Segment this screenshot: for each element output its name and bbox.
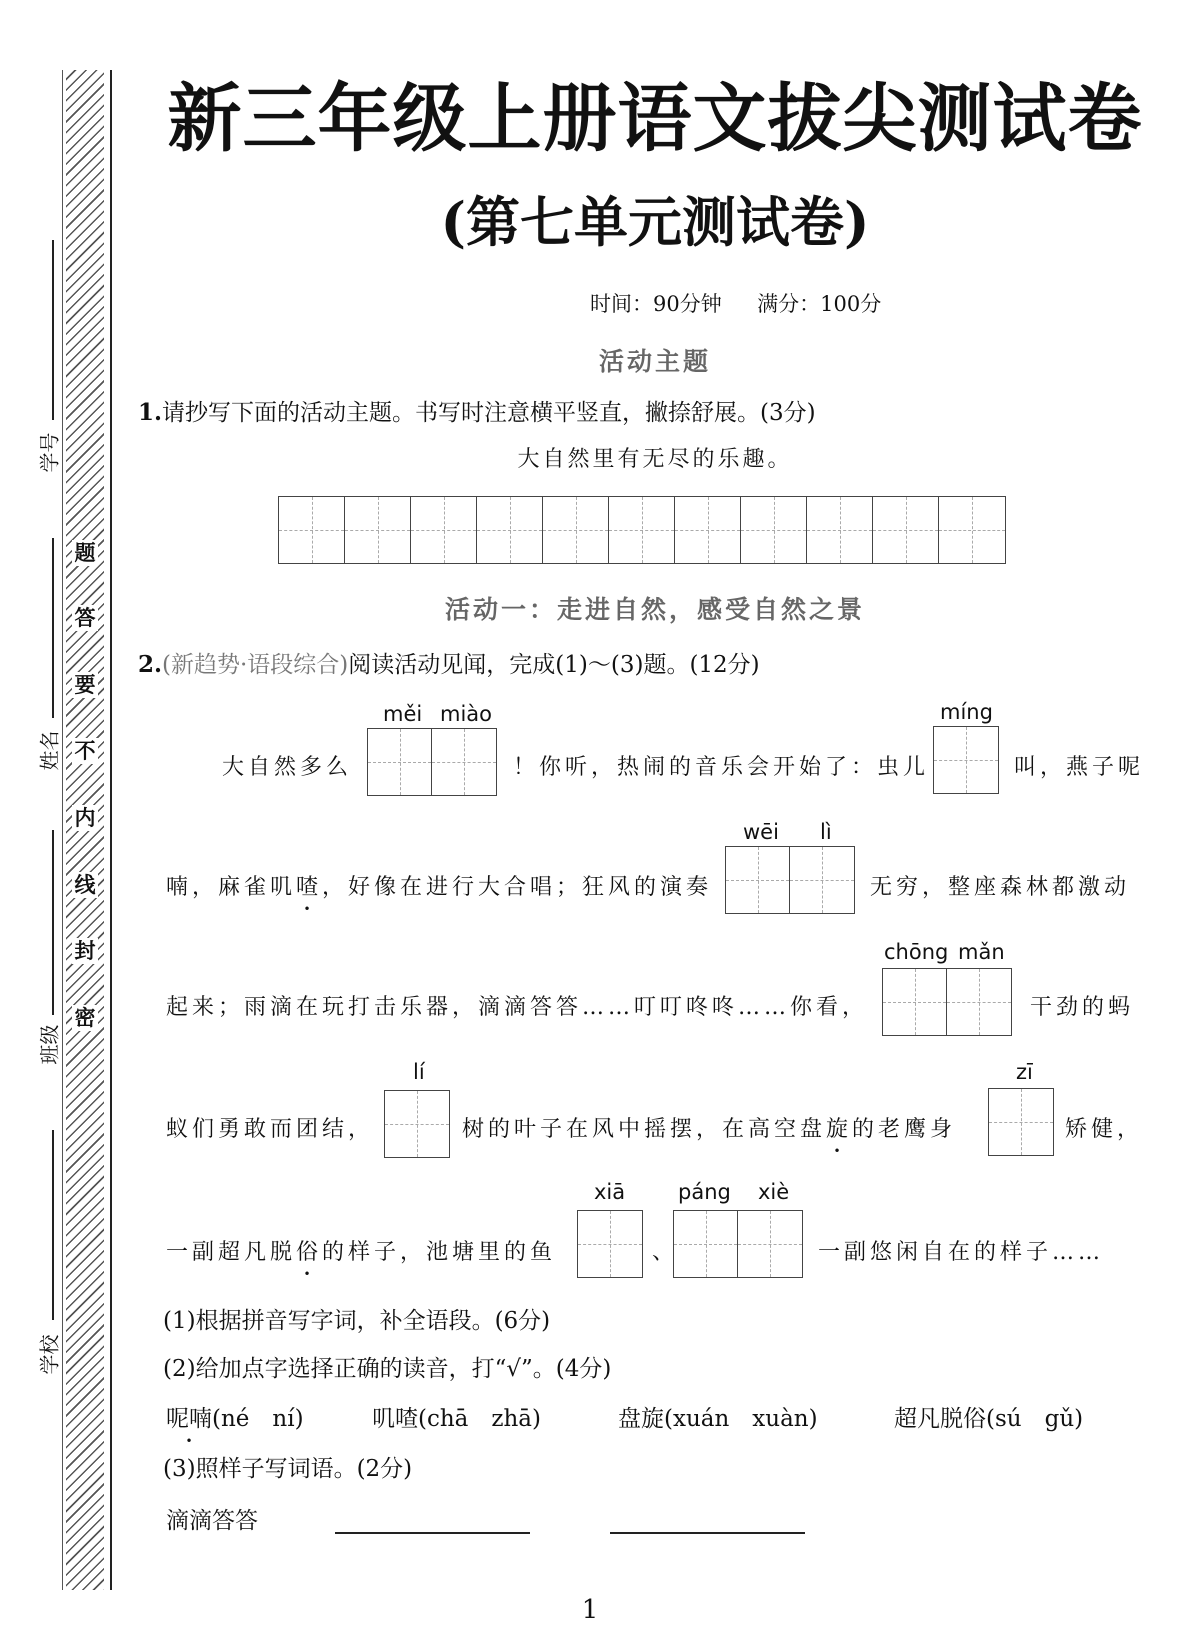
- answer-box[interactable]: [384, 1090, 450, 1158]
- passage-text: [462, 1112, 956, 1143]
- question-text: 阅读活动见闻，完成(1)～(3)题。(12分): [348, 652, 760, 678]
- seal-char: 封: [72, 938, 98, 964]
- dotted-char: 喳: [296, 875, 323, 900]
- pinyin: páng: [678, 1180, 731, 1204]
- grid-cell[interactable]: [989, 1089, 1053, 1155]
- sub-question-1: (1)根据拼音写字词，补全语段。(6分): [163, 1308, 551, 1334]
- full-score: 满分：100分: [757, 292, 882, 316]
- seal-char: 线: [72, 872, 98, 898]
- passage-text: ！你听，热闹的音乐会开始了：虫儿: [513, 755, 930, 780]
- grid-cell[interactable]: [807, 497, 873, 563]
- grid-cell[interactable]: [674, 1211, 738, 1277]
- grid-cell[interactable]: [368, 729, 432, 795]
- grid-cell[interactable]: [883, 969, 947, 1035]
- sub-question-2: (2)给加点字选择正确的读音，打“√”。(4分): [163, 1356, 612, 1382]
- question-2: [138, 646, 760, 679]
- answer-box[interactable]: [988, 1088, 1054, 1156]
- choice-options[interactable]: (chā zhā): [418, 1406, 541, 1432]
- pinyin: mǎn: [958, 940, 1005, 964]
- choice-word: 呢喃: [166, 1406, 212, 1432]
- question-number: 2.: [138, 651, 163, 678]
- question-number: 1.: [138, 399, 163, 426]
- exam-meta: [590, 288, 881, 318]
- passage-text: [166, 870, 712, 901]
- passage-text: 干劲的蚂: [1030, 995, 1135, 1020]
- pinyin: měi: [383, 702, 423, 726]
- seal-char: 要: [72, 672, 98, 698]
- passage-text: 一副悠闲自在的样子……: [818, 1240, 1105, 1265]
- passage-text: 的样子，池塘里的鱼: [322, 1240, 557, 1265]
- choice-options[interactable]: (xuán xuàn): [664, 1406, 818, 1432]
- choice-options[interactable]: (né ní): [212, 1406, 304, 1432]
- page-subtitle: (第七单元测试卷): [440, 190, 870, 254]
- field-label-school: 学校: [37, 1334, 62, 1375]
- field-label-student-id: 学号: [37, 432, 62, 473]
- passage-text: 蚁们勇敢而团结，: [166, 1117, 375, 1142]
- passage-text: 大自然多么: [222, 755, 353, 780]
- choice-options[interactable]: (sú gǔ): [986, 1406, 1084, 1432]
- seal-char: 密: [72, 1005, 98, 1031]
- answer-box[interactable]: [933, 726, 999, 794]
- passage-text: 矫健，: [1065, 1117, 1144, 1142]
- passage-text: [166, 1235, 556, 1266]
- pinyin: xiè: [758, 1180, 790, 1204]
- grid-cell[interactable]: [432, 729, 496, 795]
- copy-grid[interactable]: [278, 496, 1006, 564]
- field-line-student-id[interactable]: [52, 240, 54, 420]
- time-limit: 时间：90分钟: [590, 292, 722, 316]
- choice-item[interactable]: [372, 1400, 541, 1433]
- pinyin: chōng: [884, 940, 949, 964]
- choice-word: 叽喳: [372, 1406, 418, 1432]
- grid-cell[interactable]: [385, 1091, 449, 1157]
- seal-char: 不: [72, 738, 98, 764]
- grid-cell[interactable]: [411, 497, 477, 563]
- dotted-char: 俗: [296, 1240, 323, 1265]
- choice-word: 超凡脱俗: [894, 1406, 986, 1432]
- pinyin: míng: [940, 700, 993, 724]
- passage-text: 一副超凡脱: [166, 1240, 297, 1265]
- grid-cell[interactable]: [609, 497, 675, 563]
- page-number: 1: [581, 1595, 599, 1625]
- question-1: [138, 394, 816, 427]
- section-activity-1: 活动一：走进自然，感受自然之景: [444, 595, 865, 624]
- passage-text: 无穷，整座森林都激动: [870, 875, 1131, 900]
- pinyin: miào: [440, 702, 493, 726]
- field-line-name[interactable]: [52, 538, 54, 718]
- example-word: 滴滴答答: [166, 1508, 258, 1534]
- passage-text: [1014, 750, 1144, 781]
- pinyin: lí: [413, 1060, 425, 1084]
- grid-cell[interactable]: [726, 847, 790, 913]
- question-tag: (新趋势·语段综合): [162, 652, 349, 678]
- grid-cell[interactable]: [741, 497, 807, 563]
- pinyin: wēi: [743, 820, 779, 844]
- passage-text: 树的叶子在风中摇摆，在高空盘: [462, 1117, 827, 1142]
- sub-question-3: (3)照样子写词语。(2分): [163, 1456, 413, 1482]
- passage-text: 起来；雨滴在玩打击乐器，滴滴答答……叮叮咚咚……你看，: [166, 995, 869, 1020]
- dotted-char: 旋: [826, 1117, 853, 1142]
- passage-text: 的老鹰身: [852, 1117, 957, 1142]
- grid-cell[interactable]: [790, 847, 854, 913]
- grid-cell[interactable]: [738, 1211, 802, 1277]
- grid-cell[interactable]: [939, 497, 1005, 563]
- pinyin: lì: [820, 820, 832, 844]
- answer-box[interactable]: [725, 846, 855, 914]
- answer-box[interactable]: [367, 728, 497, 796]
- passage-text: 、: [652, 1240, 679, 1265]
- binding-line: [110, 70, 112, 1590]
- grid-cell[interactable]: [543, 497, 609, 563]
- choice-word: 盘旋: [618, 1406, 664, 1432]
- passage-text: 喃，麻雀叽: [166, 875, 297, 900]
- field-label-name: 姓名: [37, 730, 62, 771]
- page-title: 新三年级上册语文拔尖测试卷: [167, 76, 1143, 162]
- section-theme: 活动主题: [598, 347, 711, 376]
- answer-line[interactable]: [610, 1532, 805, 1534]
- grid-cell[interactable]: [873, 497, 939, 563]
- seal-char: 题: [72, 540, 98, 566]
- grid-cell[interactable]: [279, 497, 345, 563]
- choice-item[interactable]: [894, 1400, 1083, 1433]
- grid-cell[interactable]: [947, 969, 1011, 1035]
- answer-box[interactable]: [673, 1210, 803, 1278]
- pinyin: xiā: [594, 1180, 626, 1204]
- pinyin: zī: [1016, 1060, 1033, 1084]
- passage-text: 叫，燕子呢: [1014, 755, 1145, 780]
- answer-box[interactable]: [577, 1210, 643, 1278]
- passage-text: ，好像在进行大合唱；狂风的演奏: [322, 875, 713, 900]
- field-line-school[interactable]: [52, 1130, 54, 1320]
- grid-cell[interactable]: [345, 497, 411, 563]
- choice-word: [166, 1406, 212, 1432]
- question-text: 请抄写下面的活动主题。书写时注意横平竖直，撇捺舒展。(3分): [162, 400, 816, 426]
- choice-item[interactable]: [618, 1400, 818, 1433]
- copy-sentence: 大自然里有无尽的乐趣。: [517, 447, 793, 472]
- grid-cell[interactable]: [477, 497, 543, 563]
- field-line-class[interactable]: [52, 830, 54, 1015]
- seal-char: 内: [72, 805, 98, 831]
- choice-item[interactable]: [166, 1400, 304, 1433]
- answer-box[interactable]: [882, 968, 1012, 1036]
- field-label-class: 班级: [37, 1024, 62, 1065]
- grid-cell[interactable]: [675, 497, 741, 563]
- seal-char: 答: [72, 605, 98, 631]
- grid-cell[interactable]: [578, 1211, 642, 1277]
- answer-line[interactable]: [335, 1532, 530, 1534]
- grid-cell[interactable]: [934, 727, 998, 793]
